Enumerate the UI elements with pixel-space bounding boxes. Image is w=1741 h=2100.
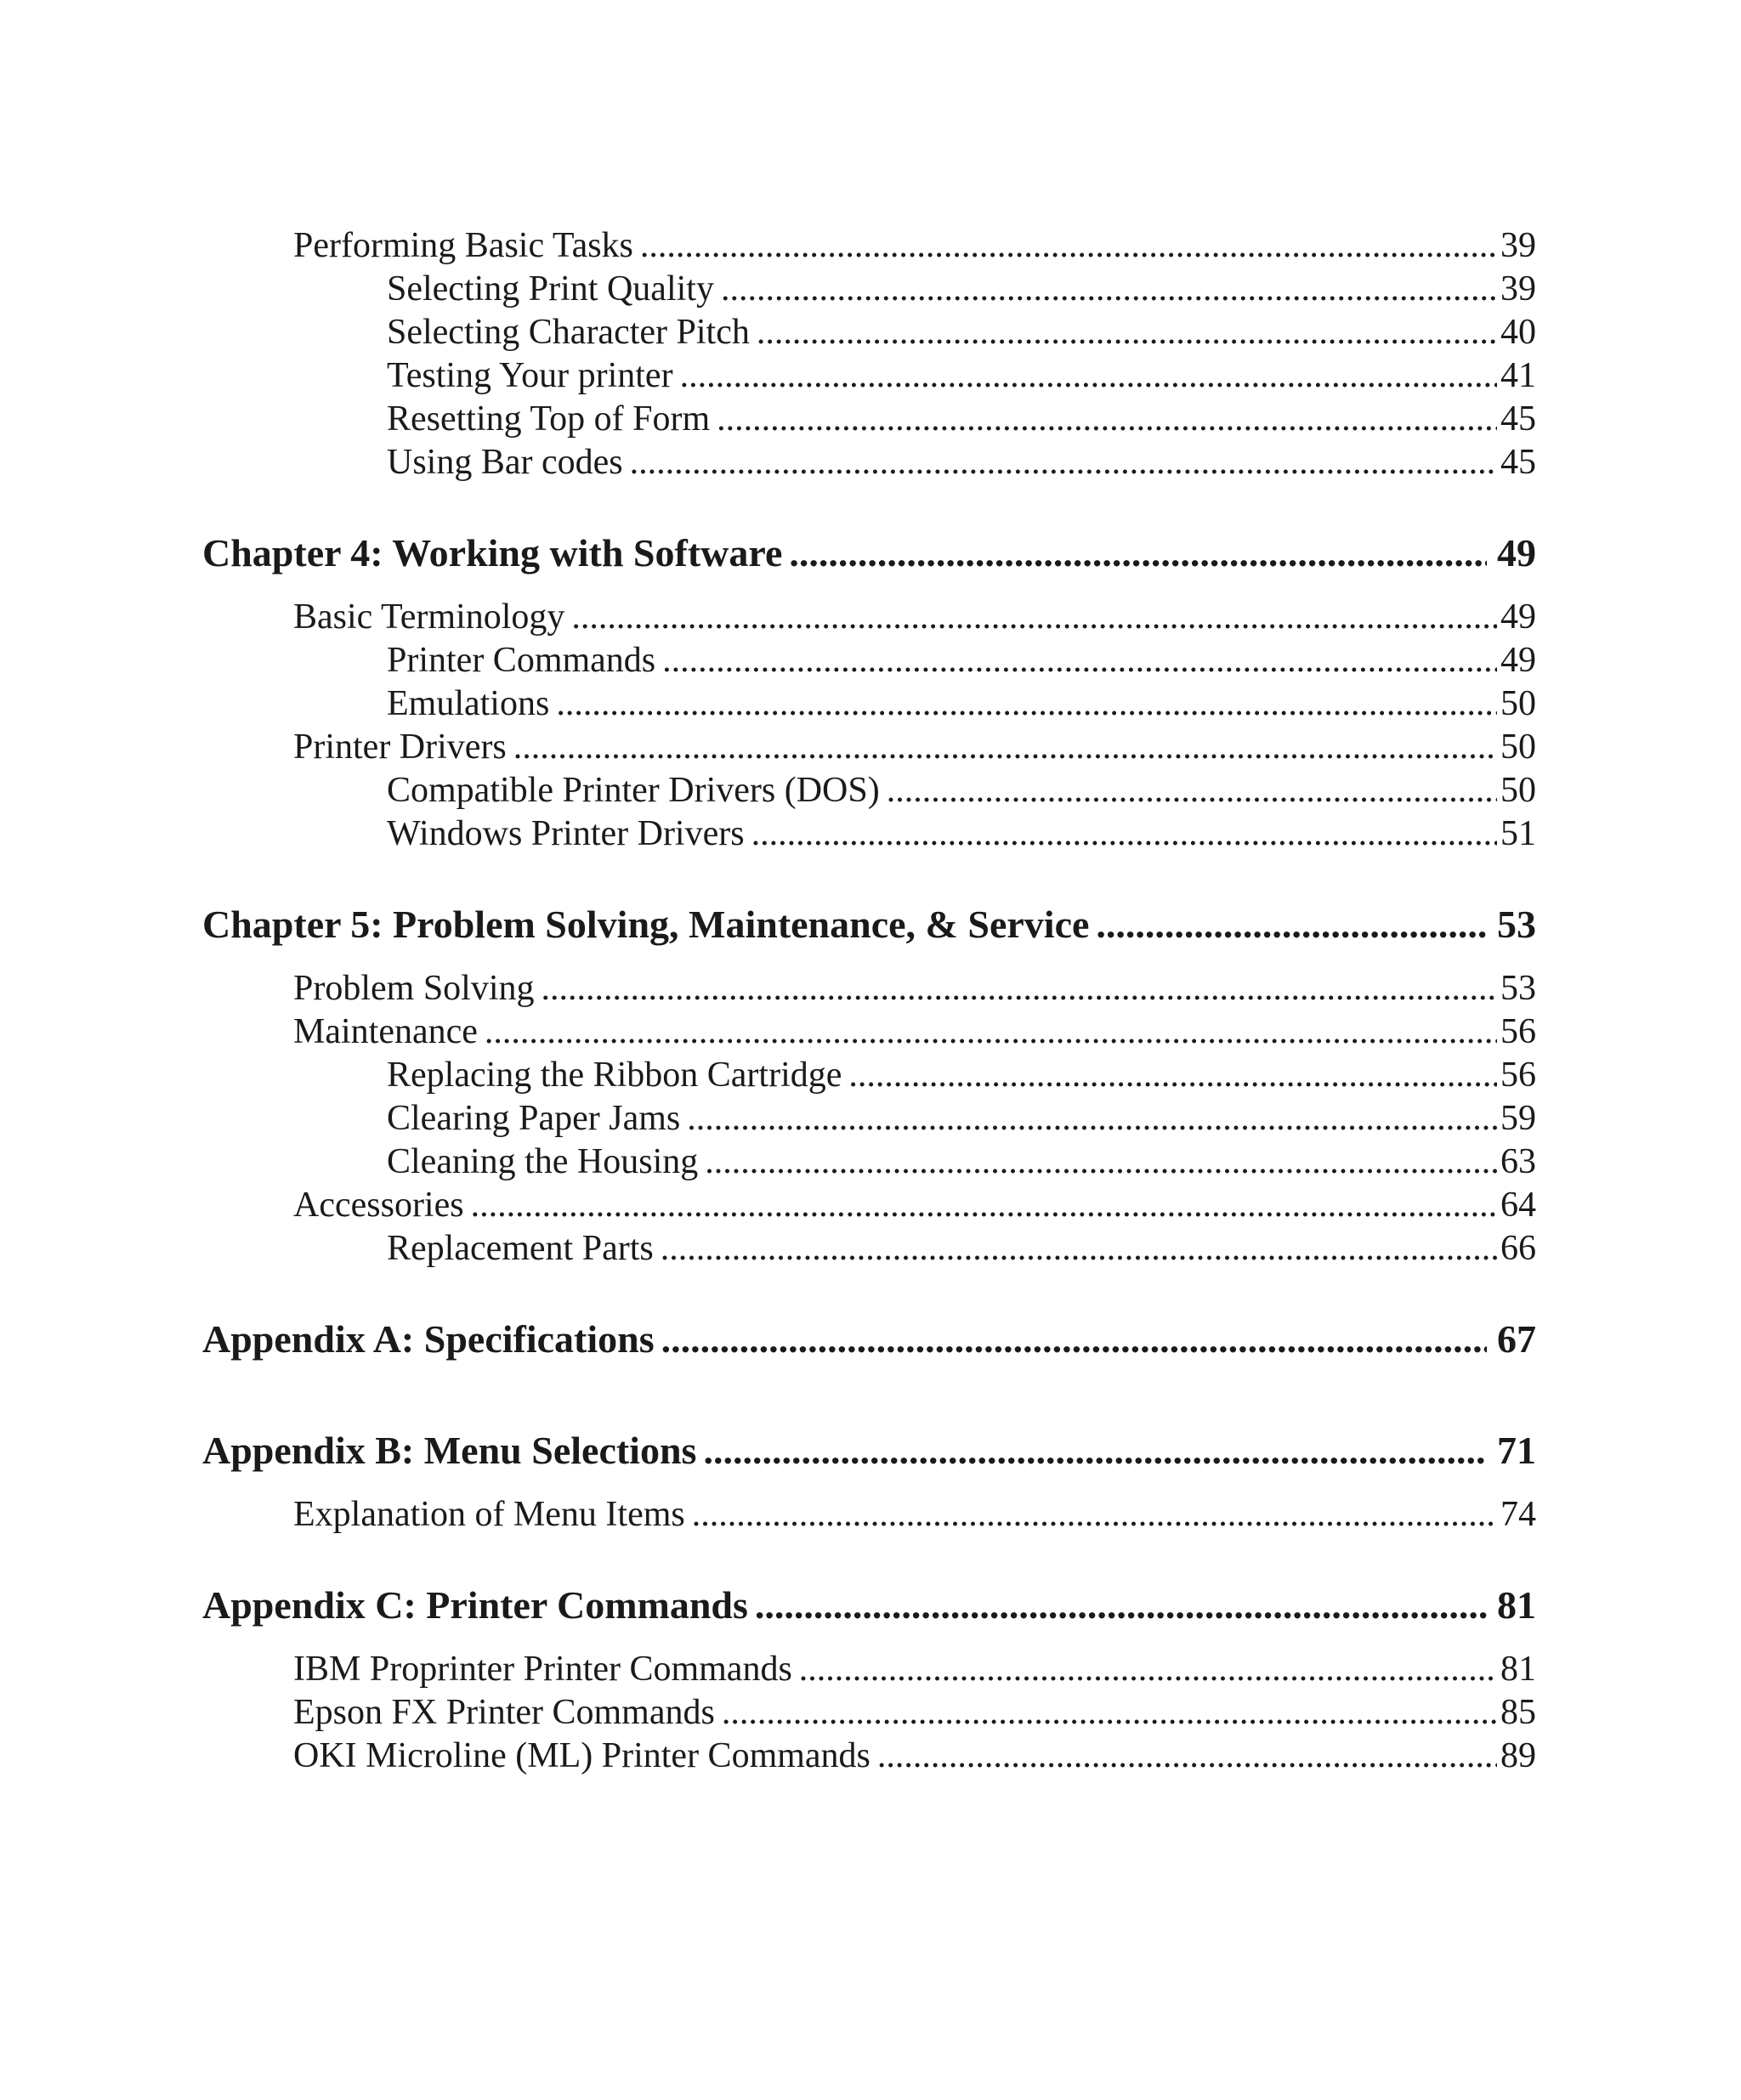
dot-leader [661,1227,1497,1270]
dot-leader [630,441,1497,484]
toc-entry-page: 59 [1500,1099,1536,1138]
toc-entry[interactable] [387,682,1536,725]
toc-entry-label: Using Bar codes [387,443,623,482]
toc-entry[interactable] [387,639,1536,682]
toc-entry-page: 81 [1500,1650,1536,1689]
toc-entry-page: 50 [1500,684,1536,723]
toc-entry[interactable] [387,1097,1536,1140]
toc-entry[interactable] [293,1493,1536,1536]
toc-entry-label: Epson FX Printer Commands [293,1693,715,1732]
dot-leader [662,639,1497,682]
toc-entry[interactable] [387,311,1536,354]
dot-leader [799,1648,1497,1690]
toc-appendix-heading[interactable] [202,1429,1536,1472]
toc-entry[interactable] [293,1010,1536,1053]
toc-entry[interactable] [387,1227,1536,1270]
dot-leader [687,1097,1497,1140]
toc-entry[interactable] [387,769,1536,812]
toc-entry[interactable] [293,596,1536,638]
dot-leader [692,1493,1497,1536]
toc-entry-label: Performing Basic Tasks [293,226,633,265]
dot-leader [848,1054,1497,1096]
toc-entry-label: Accessories [293,1186,464,1225]
toc-entry-page: 56 [1500,1056,1536,1095]
dot-leader [887,769,1497,812]
toc-entry-page: 63 [1500,1142,1536,1181]
toc-entry[interactable] [387,1054,1536,1096]
toc-heading-page: 49 [1497,531,1536,575]
toc-entry-label: Selecting Print Quality [387,269,714,308]
dot-leader [789,532,1487,575]
toc-entry-page: 50 [1500,771,1536,810]
toc-entry[interactable] [293,1691,1536,1734]
toc-entry-label: Problem Solving [293,969,535,1008]
dot-leader [571,596,1497,638]
toc-entry[interactable] [293,224,1536,267]
toc-entry-page: 51 [1500,814,1536,853]
toc-entry-page: 53 [1500,969,1536,1008]
dot-leader [717,398,1497,440]
toc-heading-label: Appendix B: Menu Selections [202,1429,697,1472]
toc-heading-label: Chapter 5: Problem Solving, Maintenance, & Service [202,903,1090,946]
dot-leader [703,1429,1487,1472]
toc-entry[interactable] [387,268,1536,310]
toc-entry[interactable] [293,1184,1536,1226]
toc-entry[interactable] [293,726,1536,768]
toc-entry-label: Printer Commands [387,641,656,680]
toc-entry-label: Printer Drivers [293,727,507,767]
dot-leader [722,1691,1497,1734]
toc-entry-label: Clearing Paper Jams [387,1099,681,1138]
toc-heading-page: 71 [1497,1429,1536,1472]
toc-entry-label: Replacement Parts [387,1229,654,1268]
dot-leader [542,967,1497,1010]
toc-heading-label: Appendix A: Specifications [202,1317,655,1361]
toc-entry-page: 39 [1500,269,1536,308]
toc-appendix-heading[interactable] [202,1318,1536,1361]
toc-entry-label: Replacing the Ribbon Cartridge [387,1056,842,1095]
toc-entry-label: Cleaning the Housing [387,1142,699,1181]
toc-entry[interactable] [387,354,1536,397]
toc-appendix-heading[interactable] [202,1584,1536,1627]
toc-entry-page: 41 [1500,356,1536,395]
dot-leader [556,682,1497,725]
toc-entry-page: 40 [1500,313,1536,352]
dot-leader [757,311,1497,354]
toc-entry[interactable] [387,441,1536,484]
dot-leader [680,354,1497,397]
toc-entry-page: 49 [1500,641,1536,680]
dot-leader [513,726,1497,768]
toc-entry-page: 45 [1500,399,1536,439]
toc-entry-page: 56 [1500,1012,1536,1051]
toc-entry[interactable] [293,967,1536,1010]
toc-entry-label: Testing Your printer [387,356,673,395]
toc-heading-label: Appendix C: Printer Commands [202,1583,748,1627]
toc-heading-label: Chapter 4: Working with Software [202,531,783,575]
dot-leader [705,1141,1497,1183]
dot-leader [721,268,1497,310]
toc-entry[interactable] [387,1141,1536,1183]
toc-entry-label: Maintenance [293,1012,478,1051]
dot-leader [661,1318,1487,1361]
dot-leader [877,1735,1497,1777]
toc-entry-label: IBM Proprinter Printer Commands [293,1650,792,1689]
toc-heading-page: 81 [1497,1583,1536,1627]
toc-entry-page: 39 [1500,226,1536,265]
toc-entry-page: 49 [1500,597,1536,637]
dot-leader [471,1184,1497,1226]
toc-entry-page: 74 [1500,1495,1536,1534]
toc-heading-page: 53 [1497,903,1536,946]
toc-entry-label: Selecting Character Pitch [387,313,750,352]
toc-entry-page: 89 [1500,1736,1536,1775]
toc-entry-label: Compatible Printer Drivers (DOS) [387,771,880,810]
toc-entry-page: 50 [1500,727,1536,767]
dot-leader [485,1010,1497,1053]
toc-entry-label: Explanation of Menu Items [293,1495,685,1534]
dot-leader [751,812,1497,855]
toc-entry-page: 45 [1500,443,1536,482]
toc-entry[interactable] [387,398,1536,440]
dot-leader [1096,903,1487,946]
toc-entry-label: Emulations [387,684,550,723]
toc-entry-page: 85 [1500,1693,1536,1732]
toc-heading-page: 67 [1497,1317,1536,1361]
toc-entry-label: Basic Terminology [293,597,565,637]
toc-entry[interactable] [293,1648,1536,1690]
dot-leader [640,224,1497,267]
toc-chapter-heading[interactable] [202,903,1536,946]
toc-chapter-heading[interactable] [202,532,1536,575]
toc-entry-page: 66 [1500,1229,1536,1268]
toc-entry[interactable] [293,1735,1536,1777]
toc-entry-label: Resetting Top of Form [387,399,711,439]
toc-entry-label: OKI Microline (ML) Printer Commands [293,1736,870,1775]
toc-entry-label: Windows Printer Drivers [387,814,745,853]
toc-entry[interactable] [387,812,1536,855]
dot-leader [755,1584,1487,1627]
toc-entry-page: 64 [1500,1186,1536,1225]
